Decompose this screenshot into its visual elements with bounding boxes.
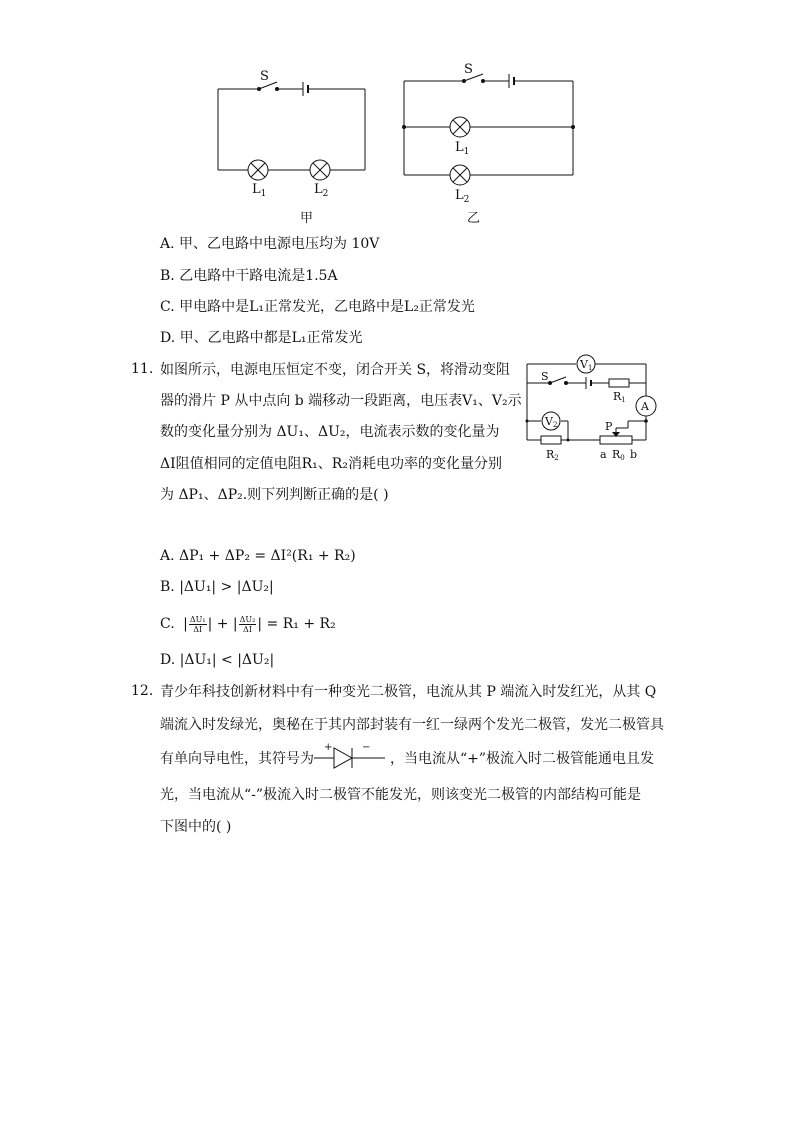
q11-b-label: b — [630, 448, 638, 461]
q11-option-c-frac1: $\frac{\text{ΔU₁}}{\Delta I}$ — [189, 614, 206, 634]
jia-lamp2-label: $L_2$ — [314, 182, 329, 199]
diode-plus: + — [324, 742, 333, 753]
jia-switch-label: S — [260, 69, 269, 84]
q12-line-3b: ，当电流从“+”极流入时二极管能通电且发 — [390, 751, 655, 767]
q11-p-label: P — [605, 420, 613, 433]
jia-lamp1-label: $L_1$ — [252, 182, 267, 199]
q11-option-c-prefix: C. — [160, 616, 175, 632]
q12-number: 12. — [131, 683, 154, 699]
q11-circuit-figure — [520, 350, 660, 465]
diode-symbol-icon — [312, 739, 388, 773]
q11-r0-label: R0 — [612, 448, 625, 462]
jia-caption: 甲 — [300, 211, 314, 226]
q12-line-5: 下图中的( ) — [160, 819, 232, 835]
q11-number: 11. — [131, 361, 154, 377]
yi-lamp1-label: $L_1$ — [455, 140, 470, 157]
q10-option-d: D. 甲、乙电路中都是L₁正常发光 — [160, 330, 363, 346]
q11-ammeter-label: A — [641, 400, 649, 413]
q11-switch-label: S — [541, 370, 549, 383]
circuit-figures — [0, 0, 794, 240]
q10-option-b: B. 乙电路中干路电流是1.5A — [160, 268, 338, 284]
q12-line-2: 端流入时发绿光，奥秘在于其内部封装有一红一绿两个发光二极管，发光二极管具 — [160, 717, 664, 733]
q11-line-1: 如图所示，电源电压恒定不变，闭合开关 S，将滑动变阻 — [160, 362, 511, 378]
yi-switch-label: S — [464, 62, 473, 77]
q11-r1-label: R1 — [613, 390, 626, 404]
q11-option-c: C. | $\frac{\text{ΔU₁}}{\Delta I}$ | + | $\frac{\text{ΔU₂}}{\Delta I}$ | = R₁ + R₂ — [160, 614, 336, 634]
diode-minus: − — [362, 742, 371, 753]
q11-option-b: B. |ΔU₁| > |ΔU₂| — [160, 579, 274, 595]
q12-line-4: 光，当电流从“-”极流入时二极管不能发光，则该变光二极管的内部结构可能是 — [160, 787, 642, 803]
q11-v1-label: V1 — [580, 358, 593, 372]
q11-line-5: 为 ΔP₁、ΔP₂.则下列判断正确的是( ) — [160, 487, 389, 503]
circuit-yi — [404, 74, 573, 185]
q11-option-a: A. ΔP₁ + ΔP₂ = ΔI²(R₁ + R₂) — [160, 548, 356, 564]
q12-line-1: 青少年科技创新材料中有一种变光二极管，电流从其 P 端流入时发红光，从其 Q — [160, 684, 657, 700]
q11-option-c-frac2: $\frac{\text{ΔU₂}}{\Delta I}$ — [239, 614, 256, 634]
yi-lamp2-label: $L_2$ — [455, 188, 470, 205]
q11-r2-label: R2 — [546, 448, 559, 462]
q11-line-4: ΔI阻值相同的定值电阻R₁、R₂消耗电功率的变化量分别 — [160, 456, 502, 472]
q12-line-3a: 有单向导电性，其符号为 — [160, 751, 314, 767]
q11-option-d: D. |ΔU₁| < |ΔU₂| — [160, 652, 275, 668]
q11-line-2: 器的滑片 P 从中点向 b 端移动一段距离，电压表V₁、V₂示 — [160, 393, 522, 409]
q10-option-a: A. 甲、乙电路中电源电压均为 10V — [160, 236, 380, 252]
yi-caption: 乙 — [467, 211, 481, 226]
q11-v2-label: V2 — [545, 415, 558, 429]
q10-option-c: C. 甲电路中是L₁正常发光，乙电路中是L₂正常发光 — [160, 299, 475, 315]
q11-line-3: 数的变化量分别为 ΔU₁、ΔU₂，电流表示数的变化量为 — [160, 424, 500, 440]
q11-a-label: a — [600, 448, 607, 461]
circuit-jia — [218, 82, 365, 180]
